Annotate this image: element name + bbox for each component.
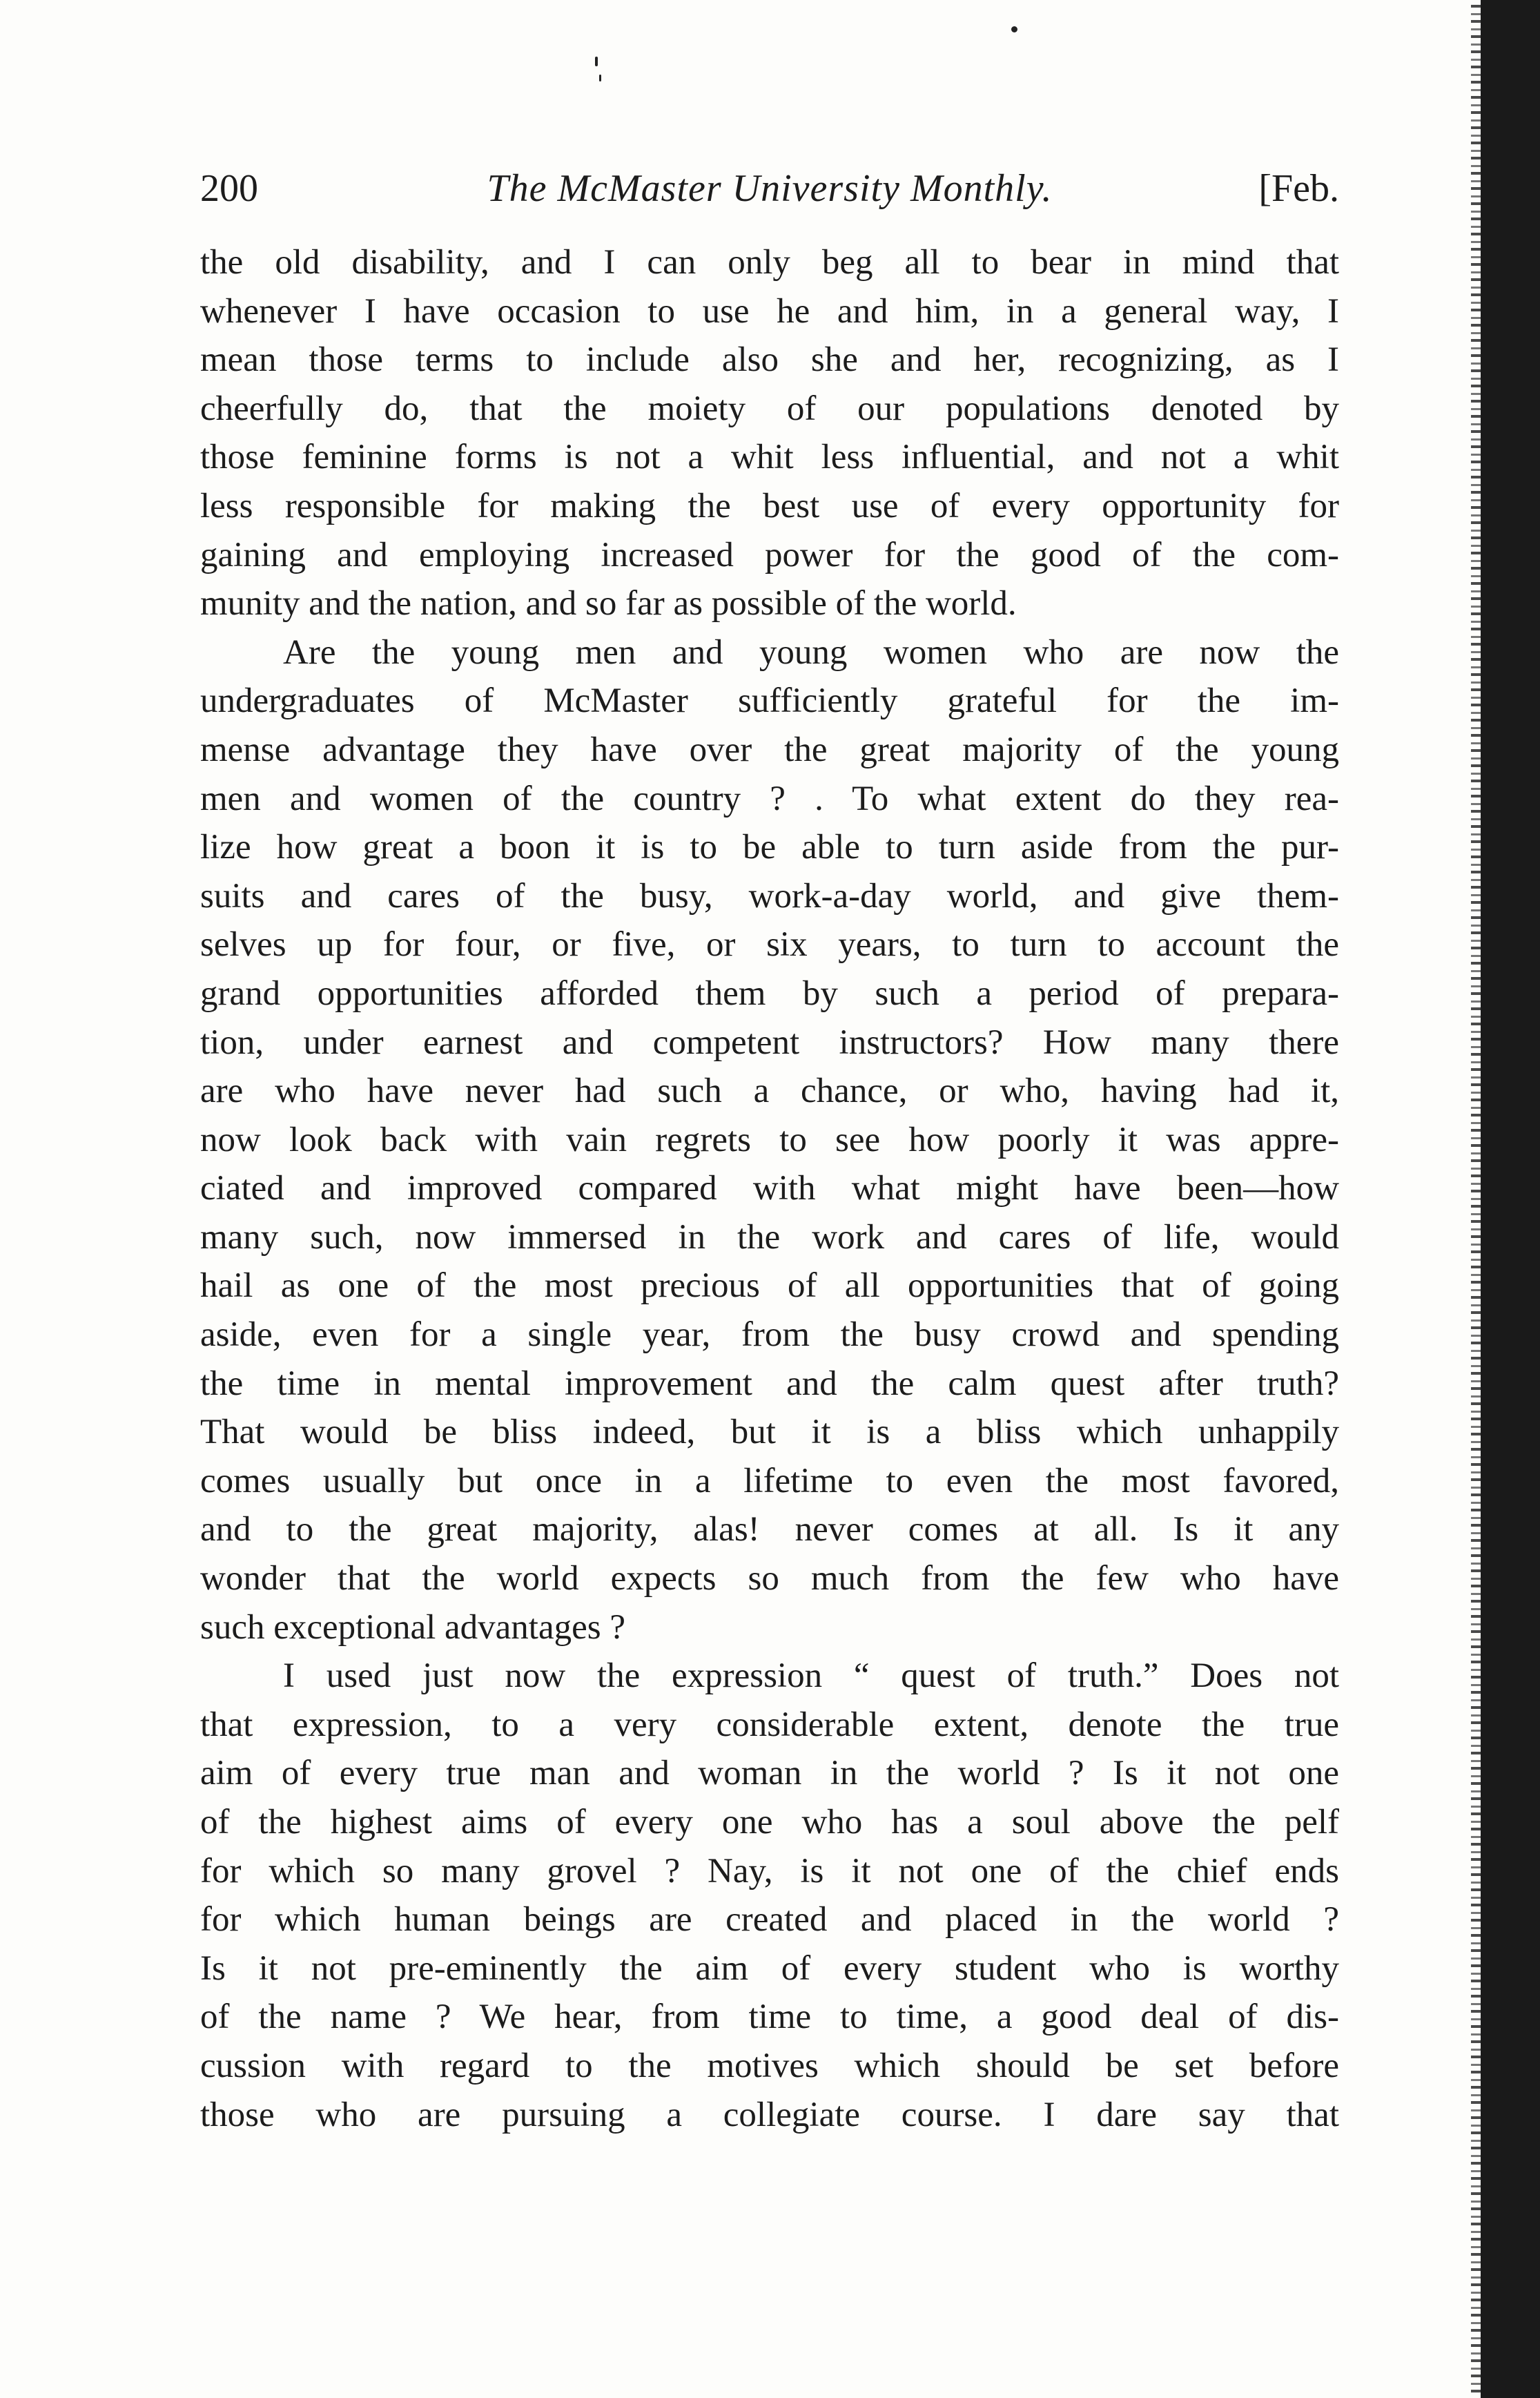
text-line: that expression, to a very considerable extent, denote the true	[200, 1705, 1339, 1744]
text-line: for which so many grovel ? Nay, is it not one of the chief ends	[200, 1851, 1339, 1891]
text-line: cheerfully do, that the moiety of our populations denoted by	[200, 389, 1339, 428]
text-line: selves up for four, or five, or six years, to turn to account the	[200, 925, 1339, 965]
text-line: the old disability, and I can only beg all to bear in mind that	[200, 243, 1339, 282]
text-line: aim of every true man and woman in the world ? Is it not one	[200, 1754, 1339, 1793]
text-line: lize how great a boon it is to be able to turn aside from the pur-	[200, 828, 1339, 867]
running-month: [Feb.	[1258, 167, 1339, 210]
text-line: those who are pursuing a collegiate course. I dare say that	[200, 2095, 1339, 2134]
text-line: Is it not pre-eminently the aim of every student who is worthy	[200, 1949, 1339, 1988]
text-line: I used just now the expression “ quest of truth.” Does not	[283, 1656, 1339, 1696]
text-line: whenever I have occasion to use he and him, in a general way, I	[200, 291, 1339, 331]
text-line: mean those terms to include also she and her, recognizing, as I	[200, 340, 1339, 380]
ink-speck	[1011, 26, 1017, 32]
text-line: of the name ? We hear, from time to time, a good deal of dis-	[200, 1998, 1339, 2037]
text-line: now look back with vain regrets to see how poorly it was appre-	[200, 1120, 1339, 1159]
running-header	[200, 157, 1339, 220]
text-line: those feminine forms is not a whit less influential, and not a whit	[200, 438, 1339, 477]
text-line: That would be bliss indeed, but it is a bliss which unhappily	[200, 1413, 1339, 1452]
text-line: less responsible for making the best use of every opportunity for	[200, 486, 1339, 525]
text-line: and to the great majority, alas! never comes at all. Is it any	[200, 1510, 1339, 1549]
text-line: gaining and employing increased power for the good of the com-	[200, 535, 1339, 574]
text-line: grand opportunities afforded them by such a period of prepara-	[200, 974, 1339, 1013]
text-line: men and women of the country ? . To what extent do they rea-	[200, 779, 1339, 818]
text-line: comes usually but once in a lifetime to even the most favored,	[200, 1461, 1339, 1500]
text-line: undergraduates of McMaster sufficiently grateful for the im-	[200, 681, 1339, 721]
text-line: of the highest aims of every one who has a soul above the pelf	[200, 1803, 1339, 1841]
text-line: ciated and improved compared with what might have been—how	[200, 1169, 1339, 1208]
text-line: aside, even for a single year, from the busy crowd and spending	[200, 1315, 1339, 1355]
text-line: hail as one of the most precious of all opportunities that of going	[200, 1266, 1339, 1306]
body-text	[200, 238, 1339, 2139]
ink-speck	[595, 57, 598, 66]
text-line: suits and cares of the busy, work-a-day world, and give them-	[200, 876, 1339, 916]
text-line: for which human beings are created and placed in the world ?	[200, 1900, 1339, 1940]
page-number: 200	[200, 167, 258, 210]
text-line: such exceptional advantages ?	[200, 1607, 625, 1647]
text-line: are who have never had such a chance, or who, having had it,	[200, 1072, 1339, 1111]
text-line: mense advantage they have over the great majority of the young	[200, 730, 1339, 769]
running-title: The McMaster University Monthly.	[487, 167, 1053, 210]
text-line: wonder that the world expects so much from the few who have	[200, 1559, 1339, 1598]
text-line: the time in mental improvement and the calm quest after truth?	[200, 1364, 1339, 1403]
text-line: tion, under earnest and competent instructors? How many there	[200, 1023, 1339, 1062]
text-line: cussion with regard to the motives which should be set before	[200, 2046, 1339, 2085]
ink-speck	[599, 75, 601, 81]
text-line: Are the young men and young women who are now the	[283, 632, 1339, 672]
text-line: munity and the nation, and so far as possible of the world.	[200, 584, 1017, 623]
text-line: many such, now immersed in the work and cares of life, would	[200, 1217, 1339, 1257]
binding-edge	[1471, 0, 1540, 2398]
